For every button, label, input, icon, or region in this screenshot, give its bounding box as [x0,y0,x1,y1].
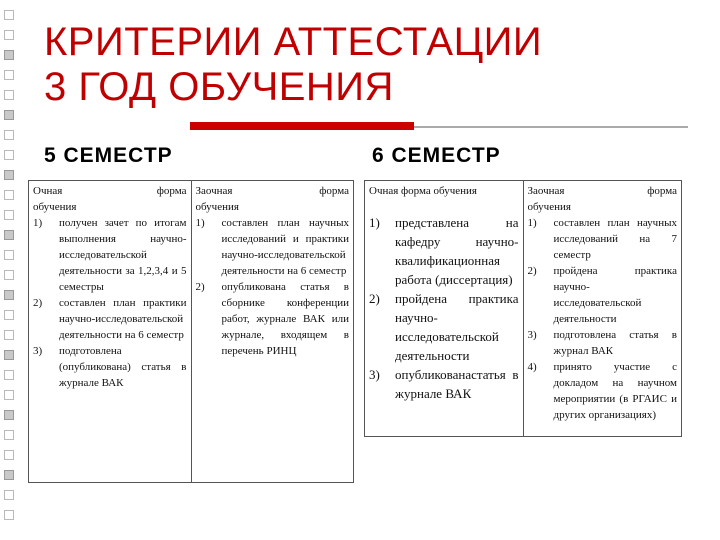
square-bullet-icon [4,450,14,460]
square-bullet-icon [4,90,14,100]
header-word: обучения [33,201,77,213]
list-item [33,295,187,343]
item-text: получен зачет по итогам выполнения научно-исследовательской деятельности за 1,2,3,4 и 5 семестры [59,217,187,293]
semester-6-criteria-table [364,180,682,437]
square-bullet-icon [4,490,14,500]
square-bullet-icon [4,270,14,280]
item-number: 3) [369,367,380,382]
title-line-1: КРИТЕРИИ АТТЕСТАЦИИ [44,20,543,64]
square-bullet-icon [4,470,14,480]
header-word: Заочная [195,185,233,197]
square-bullet-icon [4,410,14,420]
header-word: обучения [527,201,571,213]
semester-5-criteria-table [28,180,354,483]
item-number: 2) [369,291,380,306]
item-text: подготовлена статья в журнал ВАК [553,329,677,357]
list-item [369,213,519,289]
parttime-criteria-cell [523,181,682,437]
fulltime-criteria-cell [29,181,192,483]
square-bullet-icon [4,310,14,320]
square-bullet-icon [4,130,14,140]
title-line-2: 3 ГОД ОБУЧЕНИЯ [44,65,394,109]
criteria-list [33,215,187,391]
square-bullet-icon [4,170,14,180]
item-number: 3) [33,345,43,357]
item-number: 1) [369,215,380,230]
item-text: подготовлена (опубликована) статья в журнале ВАК [59,345,187,389]
list-item [528,327,678,359]
square-bullet-icon [4,350,14,360]
title-divider-rule [414,126,688,128]
table-row [29,181,354,483]
item-number: 1) [527,217,537,229]
item-number: 2) [33,297,43,309]
item-text: составлен план научных исследований на 7 семестр [553,217,677,261]
item-number: 4) [527,361,537,373]
column-header-parttime [528,183,678,215]
column-header-fulltime [33,183,187,215]
square-bullet-icon [4,230,14,240]
item-text: пройдена практика научно-исследовательской деятельности [395,291,519,363]
column-header-fulltime: Очная форма обучения [369,185,477,197]
table-row [365,181,682,437]
square-bullet-icon [4,150,14,160]
square-bullet-icon [4,290,14,300]
header-word: Заочная [527,185,565,197]
item-text: пройдена практика научно-исследовательской деятельности [553,265,677,325]
square-bullet-icon [4,370,14,380]
header-word: обучения [195,201,239,213]
square-bullet-icon [4,330,14,340]
item-text: опубликованастатья в журнале ВАК [395,367,519,401]
square-bullet-icon [4,190,14,200]
header-word: Очная [33,185,63,197]
header-word: форма [647,185,677,197]
parttime-criteria-cell [191,181,354,483]
square-bullet-icon [4,30,14,40]
square-bullet-icon [4,430,14,440]
title-accent-rule [190,122,414,130]
item-text: представлена на кафедру научно-квалификационная работа (диссертация) [395,215,519,287]
square-bullet-icon [4,210,14,220]
square-bullet-icon [4,110,14,120]
semester-5-heading: 5 СЕМЕСТР [44,144,173,167]
criteria-list [369,213,519,403]
list-item [528,215,678,263]
list-item [528,263,678,327]
page-title [44,20,542,110]
square-bullet-icon [4,510,14,520]
list-item [369,289,519,365]
square-bullet-icon [4,10,14,20]
square-bullet-icon [4,390,14,400]
item-number: 2) [527,265,537,277]
criteria-list [528,215,678,423]
list-item [33,343,187,391]
item-text: составлен план научных исследований и практики научно-исследовательской деятельности на 6 семестр [221,217,349,277]
item-number: 1) [33,217,43,229]
item-number: 3) [527,329,537,341]
list-item [196,215,350,279]
criteria-list [196,215,350,359]
item-number: 2) [195,281,205,293]
square-bullet-icon [4,70,14,80]
item-number: 1) [195,217,205,229]
item-text: принято участие с докладом на научном мероприятии (в РГАИС и других организациях) [553,361,677,421]
item-text: опубликована статья в сборнике конференции работ, журнале ВАК или журнале, входящем в перечень РИНЦ [221,281,349,357]
column-header-parttime [196,183,350,215]
square-bullet-icon [4,250,14,260]
list-item [33,215,187,295]
square-bullet-icon [4,50,14,60]
list-item [528,359,678,423]
list-item [196,279,350,359]
header-word: форма [156,185,187,197]
item-text: составлен план практики научно-исследовательской деятельности на 6 семестр [59,297,187,341]
list-item [369,365,519,403]
header-word: форма [319,185,349,197]
fulltime-criteria-cell [365,181,524,437]
semester-6-heading: 6 СЕМЕСТР [372,144,501,167]
